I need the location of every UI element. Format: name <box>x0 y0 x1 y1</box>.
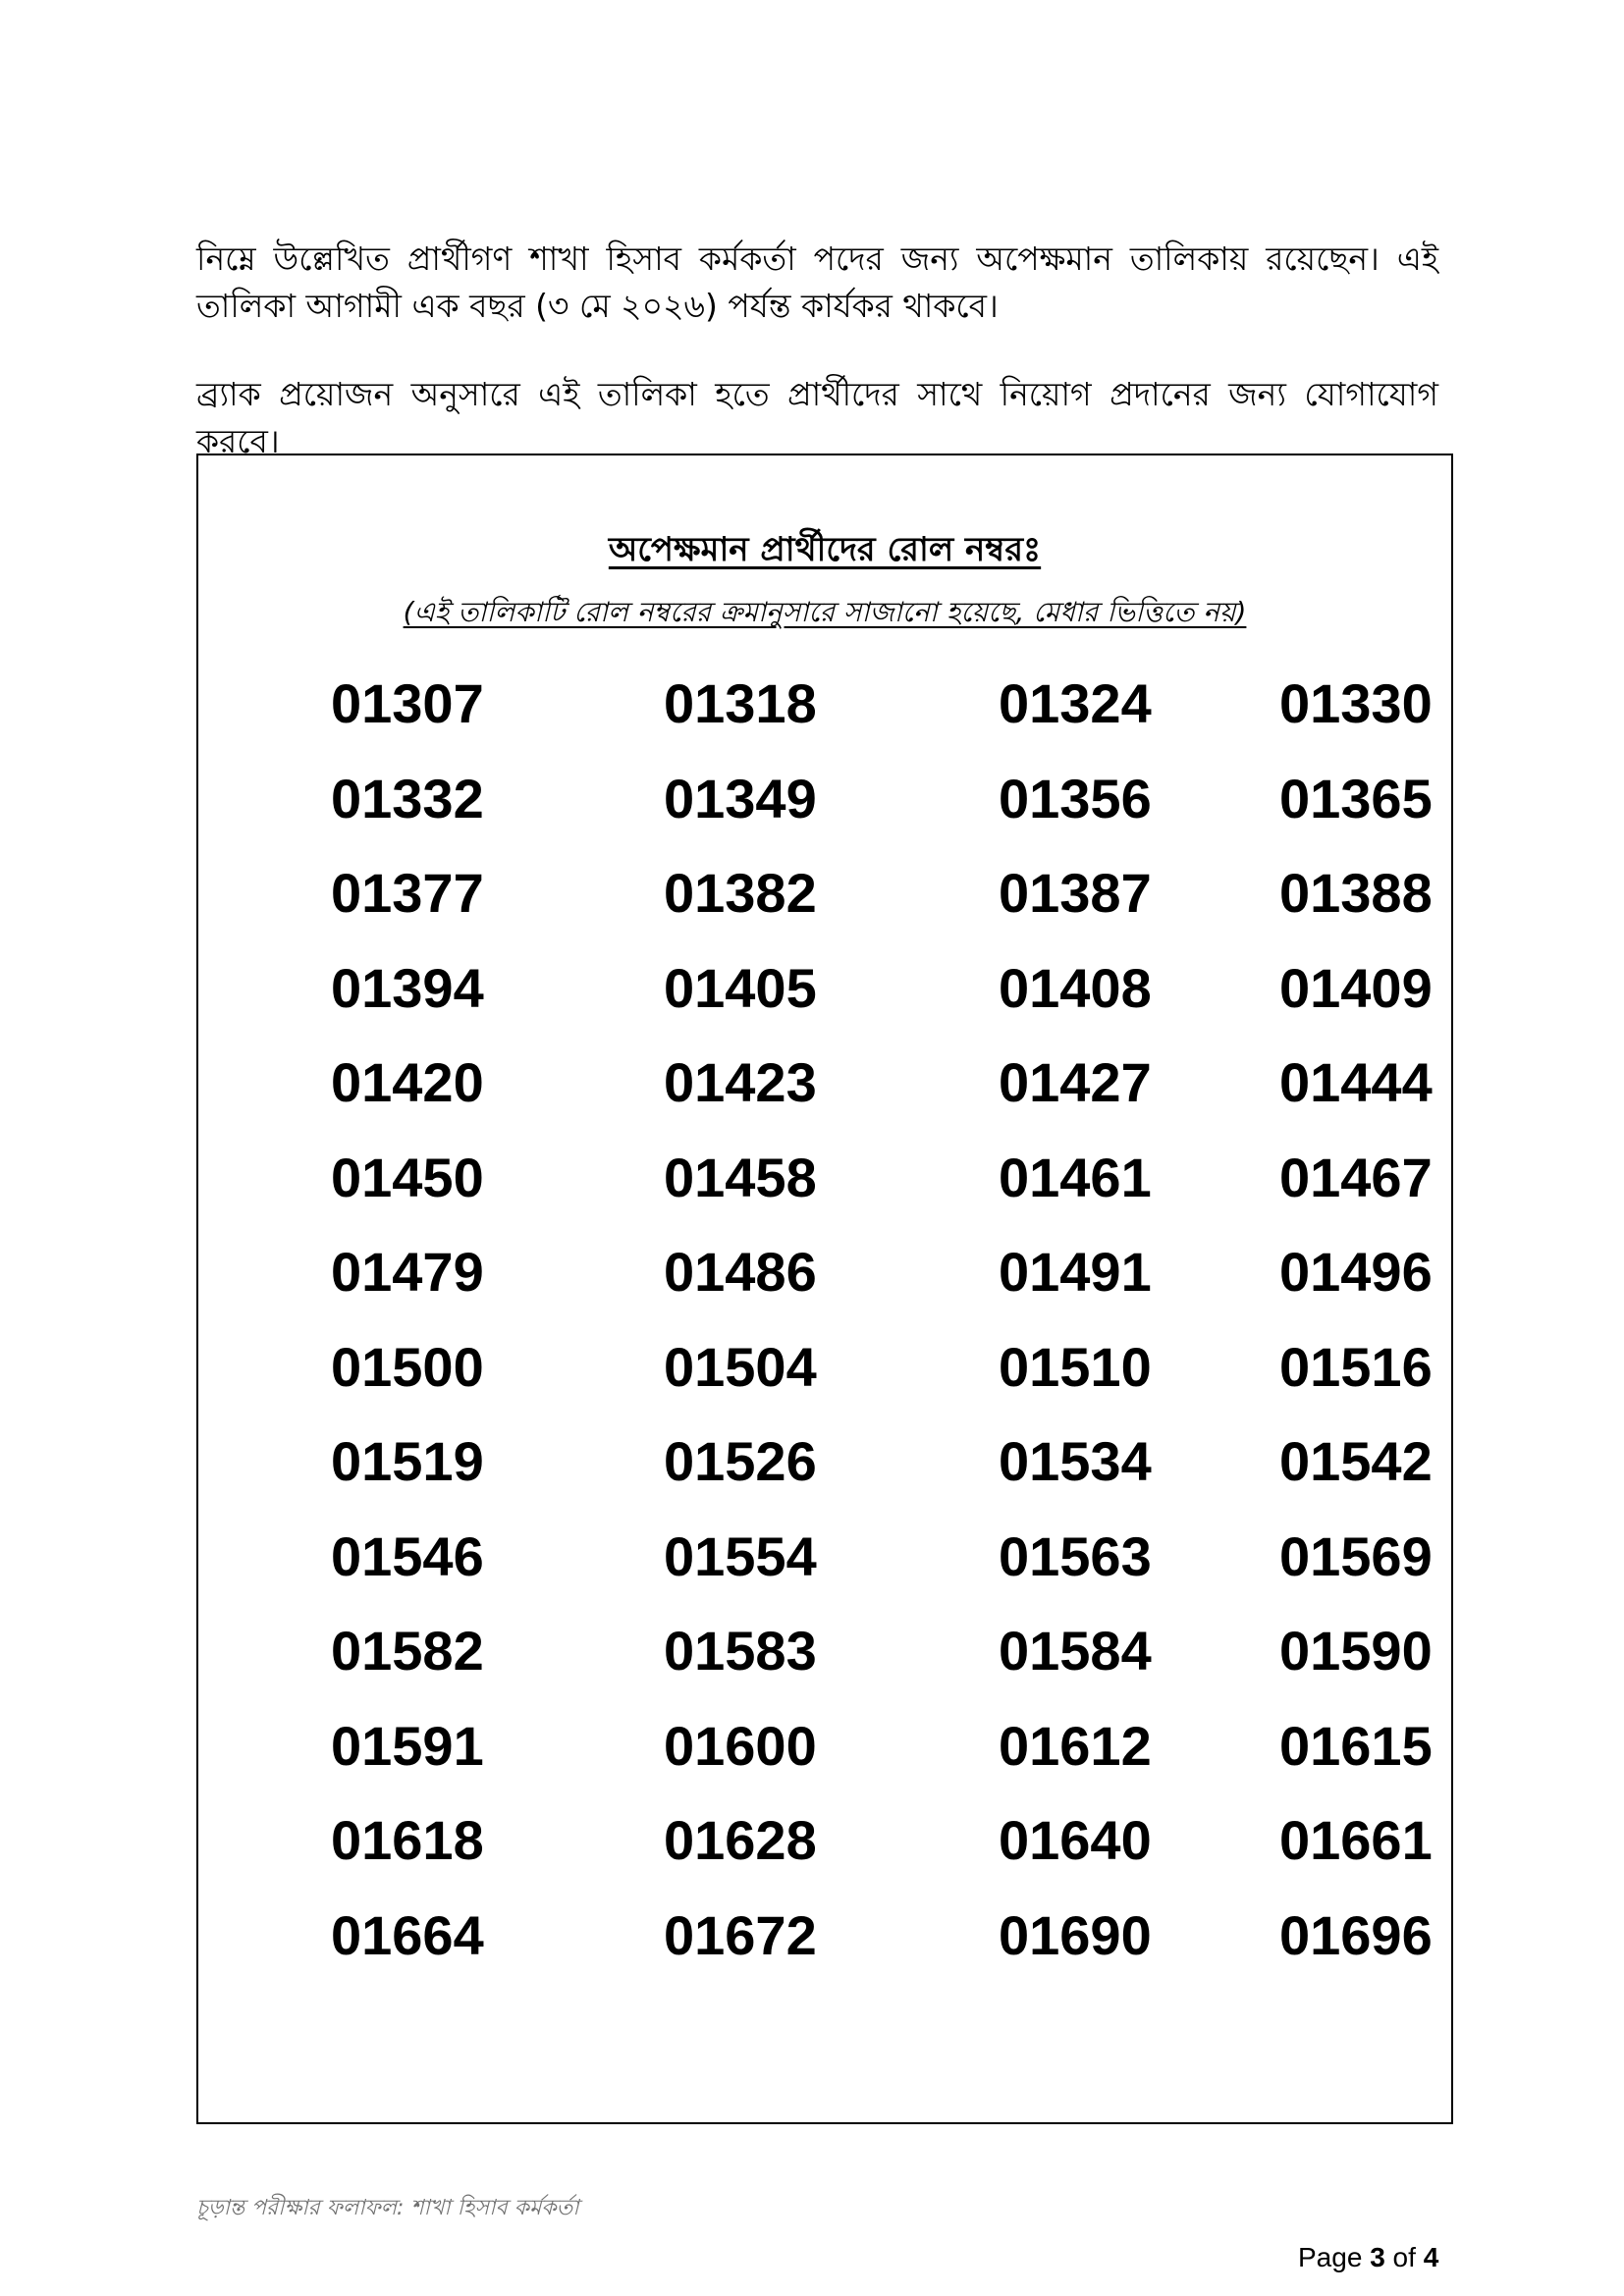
roll-number: 01324 <box>999 672 1152 734</box>
roll-number: 01450 <box>331 1146 484 1208</box>
roll-number: 01516 <box>1279 1335 1433 1398</box>
roll-number: 01500 <box>331 1335 484 1398</box>
roll-number: 01590 <box>1279 1620 1433 1682</box>
roll-number: 01600 <box>664 1714 817 1777</box>
roll-row <box>198 1901 1451 1997</box>
roll-number: 01672 <box>664 1903 817 1966</box>
roll-number: 01467 <box>1279 1146 1433 1208</box>
roll-number: 01420 <box>331 1051 484 1113</box>
roll-number: 01491 <box>999 1241 1152 1303</box>
roll-row <box>198 1712 1451 1807</box>
roll-number: 01356 <box>999 767 1152 829</box>
roll-number: 01554 <box>664 1524 817 1587</box>
waiting-list-subtitle: (এই তালিকাটি রোল নম্বরের ক্রমানুসারে সাজানো হয়েছে, মেধার ভিত্তিতে নয়) <box>403 596 1247 628</box>
roll-number: 01332 <box>331 767 484 829</box>
roll-number: 01542 <box>1279 1430 1433 1492</box>
roll-number: 01504 <box>664 1335 817 1398</box>
roll-number: 01664 <box>331 1903 484 1966</box>
roll-number-grid <box>198 669 1451 1996</box>
intro-paragraph-1: নিম্নে উল্লেখিত প্রার্থীগণ শাখা হিসাব কর্মকর্তা পদের জন্য অপেক্ষমান তালিকায় রয়েছেন। এই তালিকা আগামী এক বছর (৩ মে ২০২৬) পর্যন্ত কার্যকর থাকবে। <box>196 240 1438 325</box>
roll-number: 01377 <box>331 862 484 924</box>
roll-number: 01388 <box>1279 862 1433 924</box>
intro-paragraph-2: ব্র্যাক প্রয়োজন অনুসারে এই তালিকা হতে প্রার্থীদের সাথে নিয়োগ প্রদানের জন্য যোগাযোগ করবে। <box>196 375 1438 460</box>
roll-row <box>198 1522 1451 1618</box>
roll-number: 01479 <box>331 1241 484 1303</box>
roll-number: 01569 <box>1279 1524 1433 1587</box>
roll-number: 01382 <box>664 862 817 924</box>
roll-number: 01318 <box>664 672 817 734</box>
roll-row <box>198 765 1451 860</box>
roll-number: 01423 <box>664 1051 817 1113</box>
roll-number: 01349 <box>664 767 817 829</box>
roll-row <box>198 1333 1451 1428</box>
roll-number: 01563 <box>999 1524 1152 1587</box>
roll-number: 01546 <box>331 1524 484 1587</box>
roll-number: 01628 <box>664 1809 817 1871</box>
roll-number: 01444 <box>1279 1051 1433 1113</box>
roll-number: 01365 <box>1279 767 1433 829</box>
page-prefix: Page <box>1298 2242 1363 2272</box>
roll-number: 01583 <box>664 1620 817 1682</box>
waiting-list-title: অপেক্ষমান প্রার্থীদের রোল নম্বরঃ <box>608 530 1042 569</box>
roll-number: 01496 <box>1279 1241 1433 1303</box>
waiting-list-box <box>196 454 1453 2124</box>
roll-number: 01408 <box>999 956 1152 1019</box>
page-number <box>1298 2242 1438 2273</box>
roll-number: 01486 <box>664 1241 817 1303</box>
roll-number: 01615 <box>1279 1714 1433 1777</box>
roll-row <box>198 1806 1451 1901</box>
roll-number: 01584 <box>999 1620 1152 1682</box>
roll-number: 01618 <box>331 1809 484 1871</box>
roll-row <box>198 1048 1451 1144</box>
roll-number: 01534 <box>999 1430 1152 1492</box>
roll-number: 01427 <box>999 1051 1152 1113</box>
roll-number: 01696 <box>1279 1903 1433 1966</box>
roll-number: 01330 <box>1279 672 1433 734</box>
roll-row <box>198 859 1451 954</box>
roll-number: 01690 <box>999 1903 1152 1966</box>
roll-number: 01405 <box>664 956 817 1019</box>
intro-text <box>196 236 1438 465</box>
roll-row <box>198 669 1451 765</box>
roll-number: 01458 <box>664 1146 817 1208</box>
roll-row <box>198 1144 1451 1239</box>
roll-number: 01591 <box>331 1714 484 1777</box>
roll-number: 01640 <box>999 1809 1152 1871</box>
roll-number: 01526 <box>664 1430 817 1492</box>
page-of: of <box>1392 2242 1416 2272</box>
roll-row <box>198 1427 1451 1522</box>
roll-number: 01409 <box>1279 956 1433 1019</box>
roll-number: 01461 <box>999 1146 1152 1208</box>
roll-number: 01661 <box>1279 1809 1433 1871</box>
roll-number: 01394 <box>331 956 484 1019</box>
roll-number: 01612 <box>999 1714 1152 1777</box>
roll-number: 01387 <box>999 862 1152 924</box>
footer-caption: চূড়ান্ত পরীক্ষার ফলাফল: শাখা হিসাব কর্মকর্তা <box>196 2196 579 2220</box>
roll-row <box>198 1617 1451 1712</box>
roll-row <box>198 1238 1451 1333</box>
roll-number: 01510 <box>999 1335 1152 1398</box>
roll-number: 01582 <box>331 1620 484 1682</box>
roll-number: 01519 <box>331 1430 484 1492</box>
roll-row <box>198 954 1451 1049</box>
roll-number: 01307 <box>331 672 484 734</box>
page-total: 4 <box>1423 2242 1439 2272</box>
page-current: 3 <box>1370 2242 1385 2272</box>
